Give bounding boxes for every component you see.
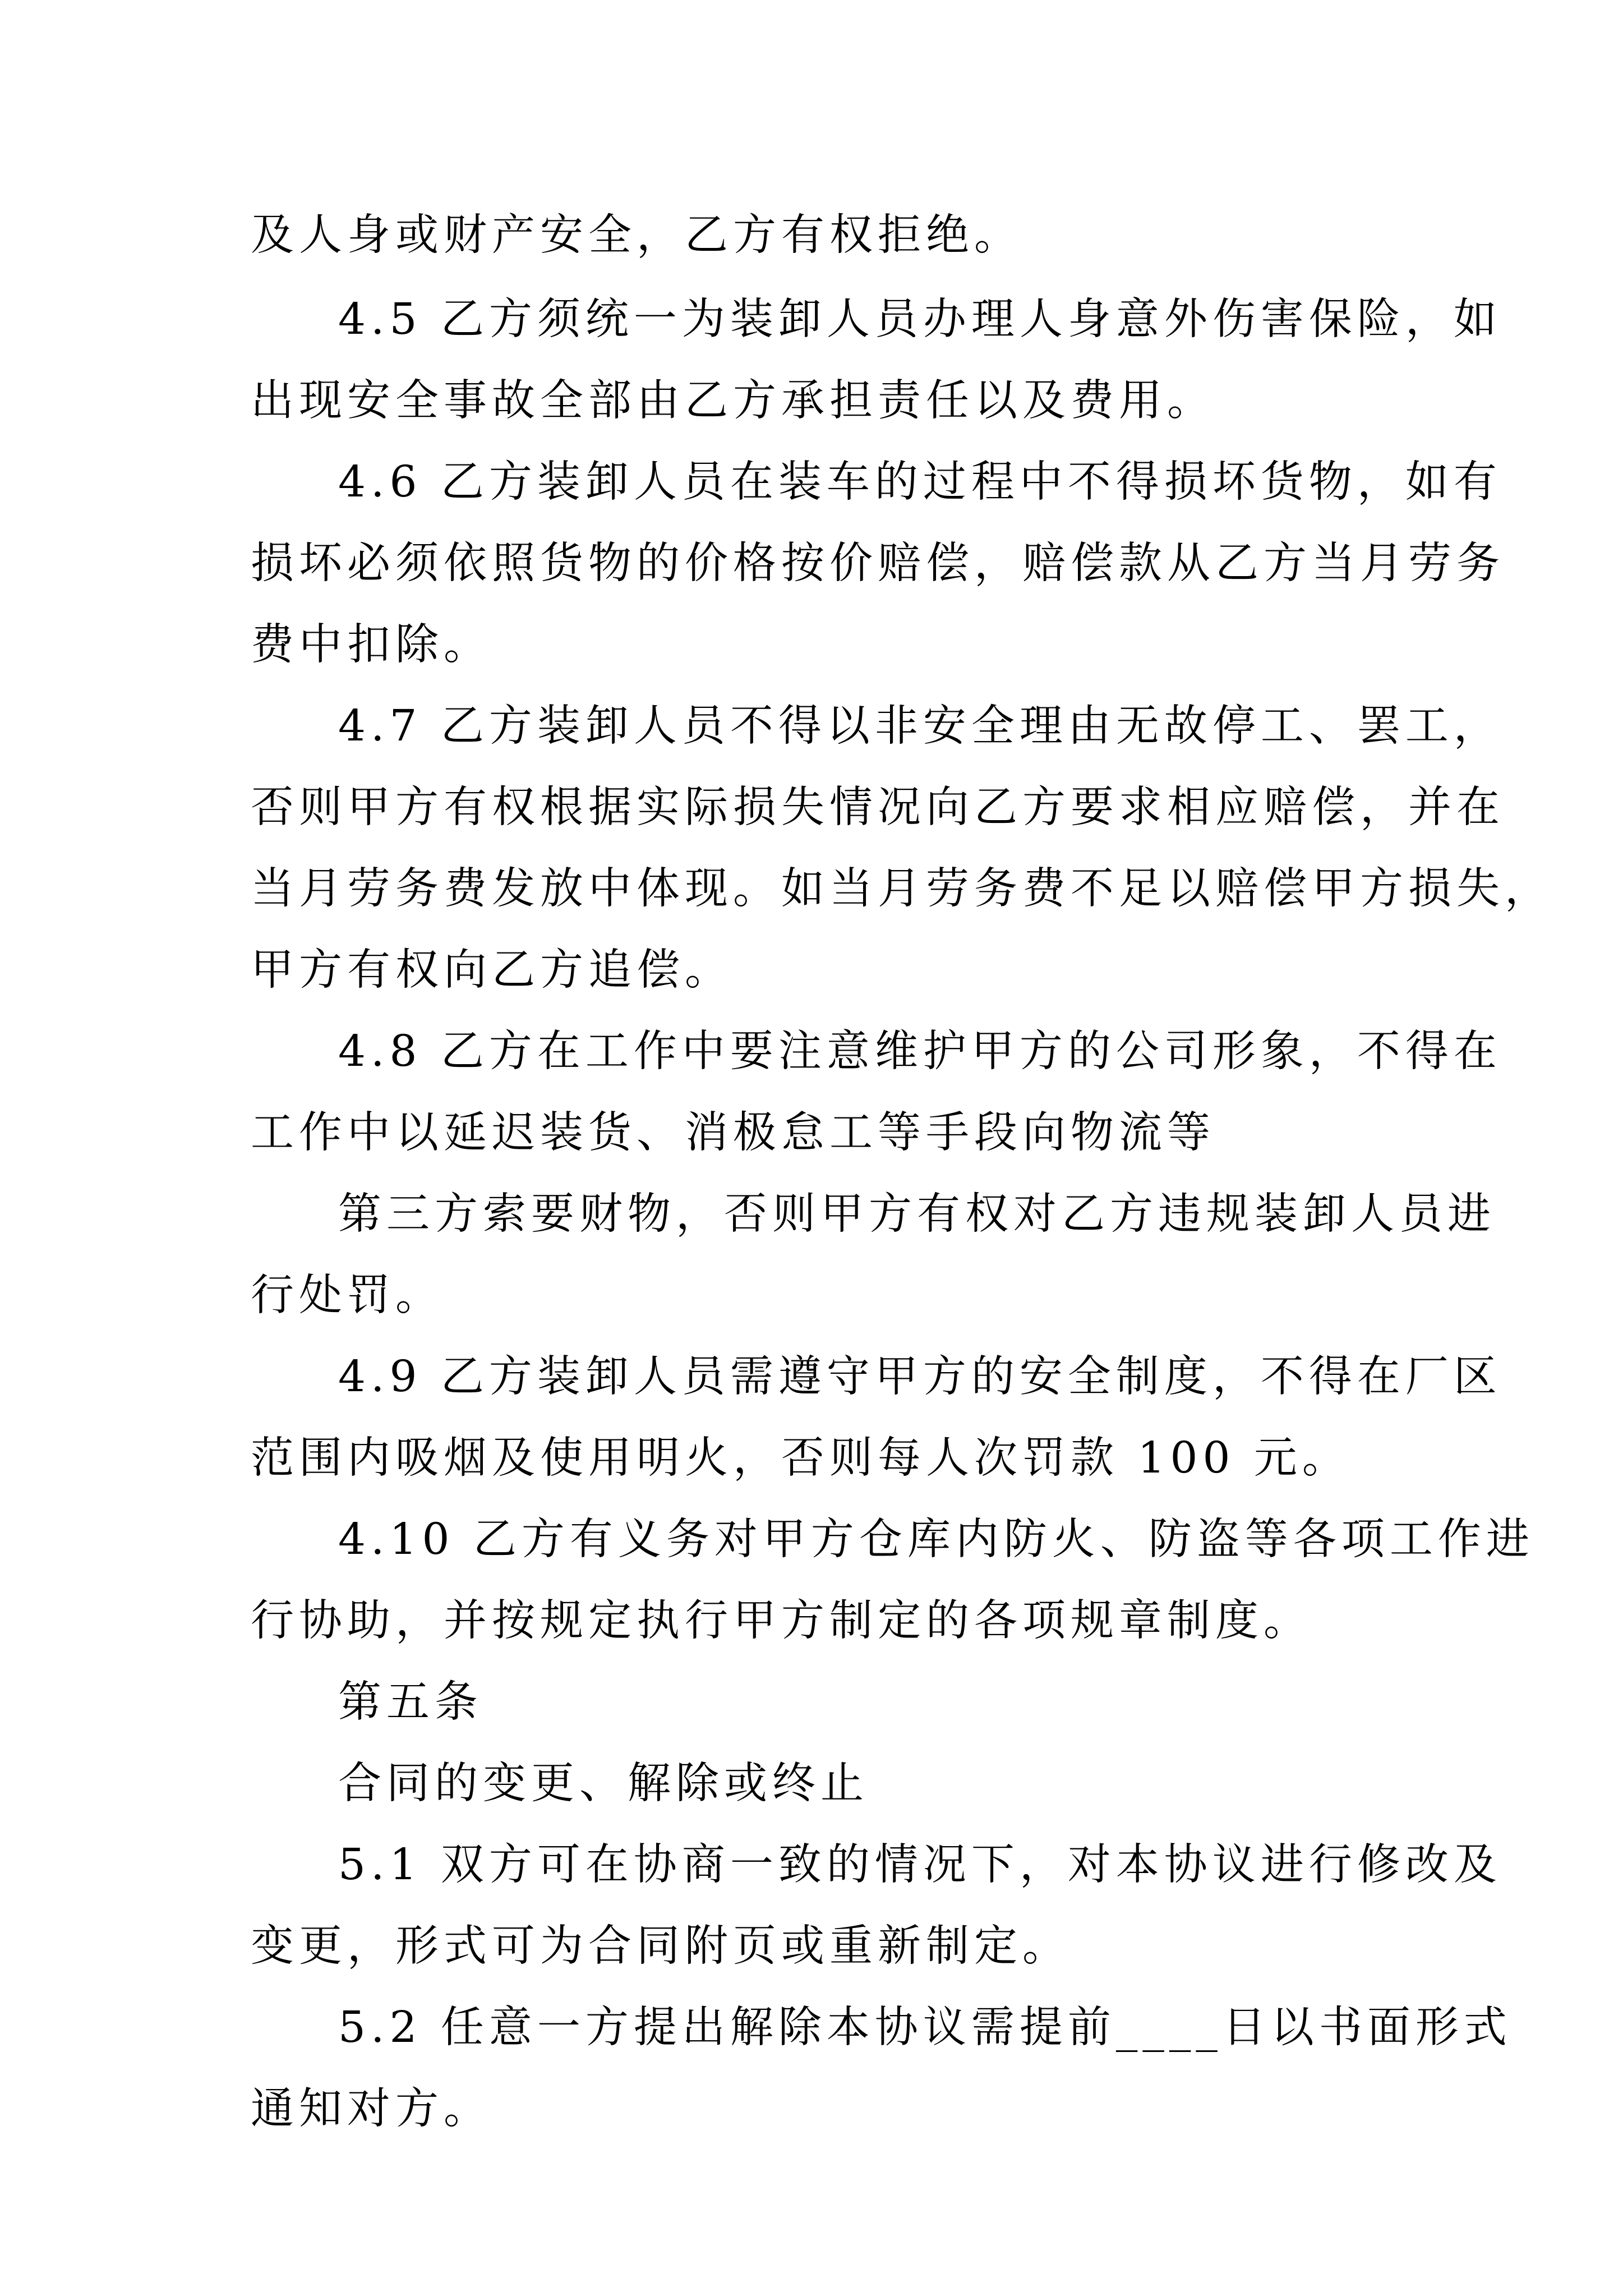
text-line: 4.6 乙方装卸人员在装车的过程中不得损坏货物，如有 [338, 457, 1502, 507]
text-line: 4.7 乙方装卸人员不得以非安全理由无故停工、罢工， [338, 701, 1502, 751]
text-line: 通知对方。 [251, 2084, 492, 2134]
text-line: 行处罚。 [251, 1271, 444, 1320]
text-line: 出现安全事故全部由乙方承担责任以及费用。 [251, 376, 1215, 426]
text-line: 4.9 乙方装卸人员需遵守甲方的安全制度，不得在厂区 [338, 1352, 1502, 1402]
text-line: 否则甲方有权根据实际损失情况向乙方要求相应赔偿，并在 [251, 783, 1505, 832]
text-line: 工作中以延迟装货、消极怠工等手段向物流等 [251, 1108, 1215, 1158]
text-line: 5.2 任意一方提出解除本协议需提前____日以书面形式 [338, 2003, 1512, 2053]
text-line: 4.8 乙方在工作中要注意维护甲方的公司形象，不得在 [338, 1027, 1502, 1076]
text-line: 4.5 乙方须统一为装卸人员办理人身意外伤害保险，如 [338, 295, 1502, 344]
text-line: 4.10 乙方有义务对甲方仓库内防火、防盗等各项工作进 [338, 1515, 1534, 1565]
section-heading: 第五条 [338, 1677, 483, 1727]
text-line: 第三方索要财物，否则甲方有权对乙方违规装卸人员进 [338, 1189, 1496, 1239]
text-line: 当月劳务费发放中体现。如当月劳务费不足以赔偿甲方损失， [251, 864, 1553, 914]
section-title: 合同的变更、解除或终止 [338, 1759, 869, 1809]
text-line: 5.1 双方可在协商一致的情况下，对本协议进行修改及 [338, 1840, 1502, 1890]
text-line: 范围内吸烟及使用明火，否则每人次罚款 100 元。 [251, 1433, 1350, 1483]
text-line: 甲方有权向乙方追偿。 [251, 945, 733, 995]
text-line: 损坏必须依照货物的价格按价赔偿，赔偿款从乙方当月劳务 [251, 539, 1505, 588]
text-line: 费中扣除。 [251, 620, 492, 670]
text-line: 行协助，并按规定执行甲方制定的各项规章制度。 [251, 1596, 1312, 1646]
text-line: 变更，形式可为合同附页或重新制定。 [251, 1921, 1071, 1971]
text-line: 及人身或财产安全，乙方有权拒绝。 [251, 210, 1022, 260]
